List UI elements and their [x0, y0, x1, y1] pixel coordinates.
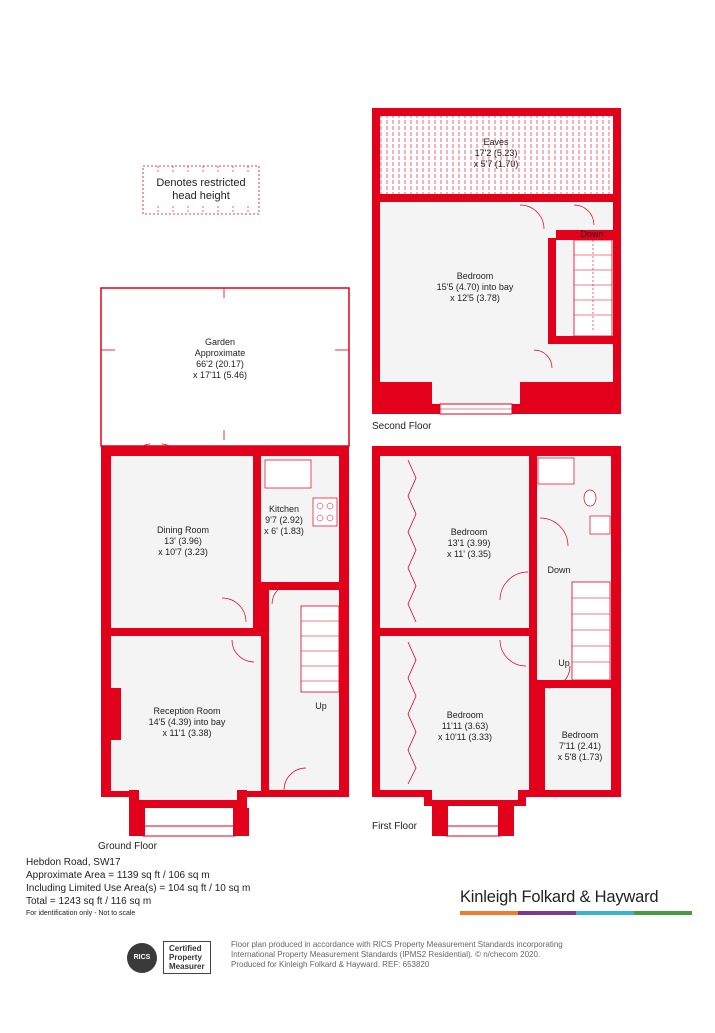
garden-dim1: 66'2 (20.17) — [196, 359, 244, 369]
dining-dim2: x 10'7 (3.23) — [158, 547, 208, 557]
approximate-area: Approximate Area = 1139 sq ft / 106 sq m — [26, 870, 210, 881]
legend-line2: head height — [172, 190, 230, 202]
ff-bedroom2-dim2: x 10'11 (3.33) — [437, 732, 493, 742]
brand-bar-purple — [518, 911, 576, 915]
scale-note: For identification only - Not to scale — [26, 910, 136, 917]
property-info — [26, 856, 250, 920]
sf-bedroom-dim1: 15'5 (4.70) into bay — [436, 282, 514, 292]
sf-bedroom-name: Bedroom — [456, 271, 494, 281]
eaves-name: Eaves — [483, 137, 509, 147]
legend-line1: Denotes restricted — [156, 177, 246, 189]
ff-bedroom1-dim2: x 11' (3.35) — [446, 549, 492, 559]
brand-color-bar — [460, 911, 692, 915]
reception-dim2: x 11'1 (3.38) — [162, 728, 212, 738]
gf-stairs-label: Up — [315, 701, 327, 711]
ff-bedroom3-name: Bedroom — [561, 730, 599, 740]
cert-line3: Measurer — [169, 962, 205, 971]
sf-bedroom-dim2: x 12'5 (3.78) — [450, 293, 500, 303]
cert-line2: Property — [169, 953, 202, 962]
ff-stairs-down: Down — [547, 565, 571, 575]
eaves-dim1: 17'2 (5.23) — [474, 148, 518, 158]
garden-dim2: x 17'11 (5.46) — [192, 370, 248, 380]
restricted-height-legend — [143, 166, 259, 214]
cert-line1: Certified — [169, 944, 202, 953]
ground-floor-plan — [98, 288, 349, 852]
kitchen-name: Kitchen — [268, 504, 300, 514]
total-area: Total = 1243 sq ft / 116 sq m — [26, 896, 152, 907]
kitchen-dim2: x 6' (1.83) — [264, 526, 304, 536]
ff-bedroom1-name: Bedroom — [450, 527, 488, 537]
garden-sub: Approximate — [194, 348, 246, 358]
brand-bar-cyan — [576, 911, 634, 915]
ff-bedroom3-dim1: 7'11 (2.41) — [558, 741, 602, 751]
dining-dim1: 13' (3.96) — [164, 536, 202, 546]
sf-stairs-label: Down — [580, 229, 604, 239]
agent-logo — [460, 888, 692, 915]
disclaimer-line2: International Property Measurement Standards (IPMS2 Residential). © n/checom 2020. — [231, 950, 541, 959]
brand-bar-orange — [460, 911, 518, 915]
ff-bedroom2-dim1: 11'11 (3.63) — [441, 721, 489, 731]
disclaimer — [231, 940, 611, 970]
garden-name: Garden — [204, 337, 236, 347]
dining-name: Dining Room — [156, 525, 210, 535]
certified-measurer-box — [163, 941, 211, 974]
reception-name: Reception Room — [153, 706, 221, 716]
eaves-dim2: x 5'7 (1.70) — [473, 159, 519, 169]
first-floor-label: First Floor — [372, 821, 417, 832]
first-floor-plan — [372, 446, 621, 836]
disclaimer-line3: Produced for Kinleigh Folkard & Hayward. REF: 653820 — [231, 960, 430, 969]
ground-floor-label: Ground Floor — [98, 841, 157, 852]
reception-dim1: 14'5 (4.39) into bay — [148, 717, 226, 727]
rics-badge — [127, 941, 211, 974]
brand-bar-green — [634, 911, 692, 915]
second-floor-label: Second Floor — [372, 421, 432, 432]
kitchen-dim1: 9'7 (2.92) — [265, 515, 303, 525]
ff-bedroom3-dim2: x 5'8 (1.73) — [557, 752, 603, 762]
limited-use-area: Including Limited Use Area(s) = 104 sq ft / 10 sq m — [26, 883, 251, 894]
ff-bedroom1-dim1: 13'1 (3.99) — [447, 538, 491, 548]
rics-logo-icon: RICS — [127, 943, 157, 973]
address: Hebdon Road, SW17 — [26, 857, 121, 868]
agent-name: Kinleigh Folkard & Hayward — [460, 888, 659, 906]
ff-stairs-up: Up — [558, 658, 570, 668]
second-floor-plan — [372, 108, 621, 432]
ff-bedroom2-name: Bedroom — [446, 710, 484, 720]
disclaimer-line1: Floor plan produced in accordance with RICS Property Measurement Standards incorporating — [231, 940, 563, 949]
